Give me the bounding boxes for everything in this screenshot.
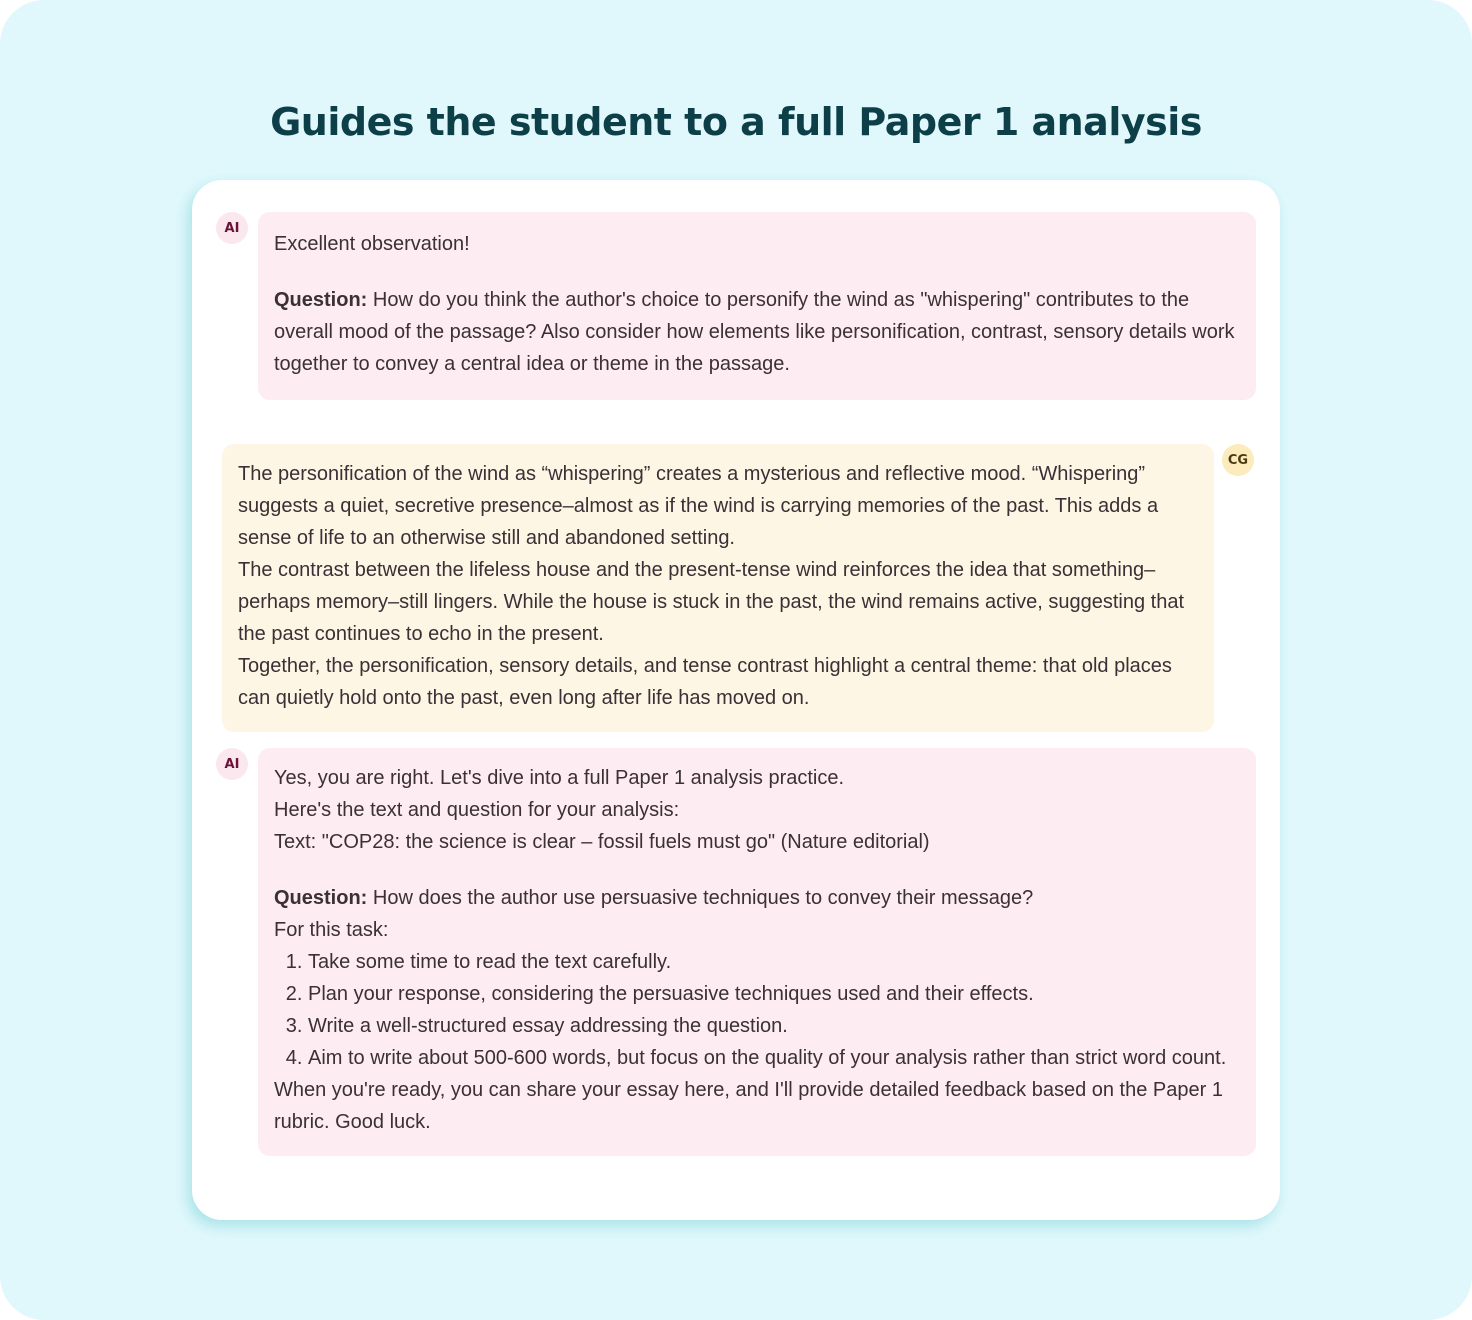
message-question	[274, 882, 1240, 914]
question-label: Question:	[274, 289, 368, 311]
message-closing: When you're ready, you can share your essay here, and I'll provide detailed feedback based on the Paper 1 rubric. Good luck.	[274, 1079, 1223, 1133]
ai-message-bubble	[258, 212, 1256, 400]
chat-card	[192, 180, 1280, 1220]
ai-avatar-label: AI	[224, 756, 240, 772]
message-question	[274, 284, 1240, 380]
ai-message-bubble	[258, 748, 1256, 1156]
task-step: 1. Take some time to read the text carefully.	[308, 946, 1240, 978]
page-title: Guides the student to a full Paper 1 analysis	[270, 100, 1202, 144]
task-step: 2. Plan your response, considering the persuasive techniques used and their effects.	[308, 978, 1240, 1010]
ai-avatar-label: AI	[224, 220, 240, 236]
ai-avatar	[216, 748, 248, 780]
question-text: How does the author use persuasive techniques to convey their message?	[367, 887, 1034, 909]
message-line: Yes, you are right. Let's dive into a full Paper 1 analysis practice.	[274, 767, 845, 789]
student-avatar-label: CG	[1227, 452, 1249, 468]
student-message-bubble	[222, 444, 1214, 732]
student-avatar	[1222, 444, 1254, 476]
message-line: Text: "COP28: the science is clear – fossil fuels must go" (Nature editorial)	[274, 831, 930, 853]
message-line: Here's the text and question for your analysis:	[274, 799, 680, 821]
student-paragraph: The contrast between the lifeless house and the present-tense wind reinforces the idea that something–perhaps memory–still lingers. While the house is stuck in the past, the wind remains active, suggesting that the past continues to echo in the present.	[238, 559, 1185, 645]
task-steps-list	[274, 946, 1240, 1074]
student-paragraph: The personification of the wind as “whispering” creates a mysterious and reflective mood. “Whispering” suggests a quiet, secretive presence–almost as if the wind is carrying memories of the past. This adds a sense of life to an otherwise still and abandoned setting.	[238, 463, 1159, 549]
task-step: 3. Write a well-structured essay addressing the question.	[308, 1010, 1240, 1042]
question-label: Question:	[274, 887, 368, 909]
question-text: How do you think the author's choice to personify the wind as "whispering" contributes to the overall mood of the passage? Also consider how elements like personification, contrast, sensory details work together to convey a central idea or theme in the passage.	[274, 289, 1235, 375]
task-intro: For this task:	[274, 919, 389, 941]
task-step: 4. Aim to write about 500-600 words, but focus on the quality of your analysis rather than strict word count.	[308, 1042, 1240, 1074]
ai-avatar	[216, 212, 248, 244]
message-intro: Excellent observation!	[274, 233, 470, 255]
student-paragraph: Together, the personification, sensory details, and tense contrast highlight a central theme: that old places can quietly hold onto the past, even long after life has moved on.	[238, 655, 1172, 709]
